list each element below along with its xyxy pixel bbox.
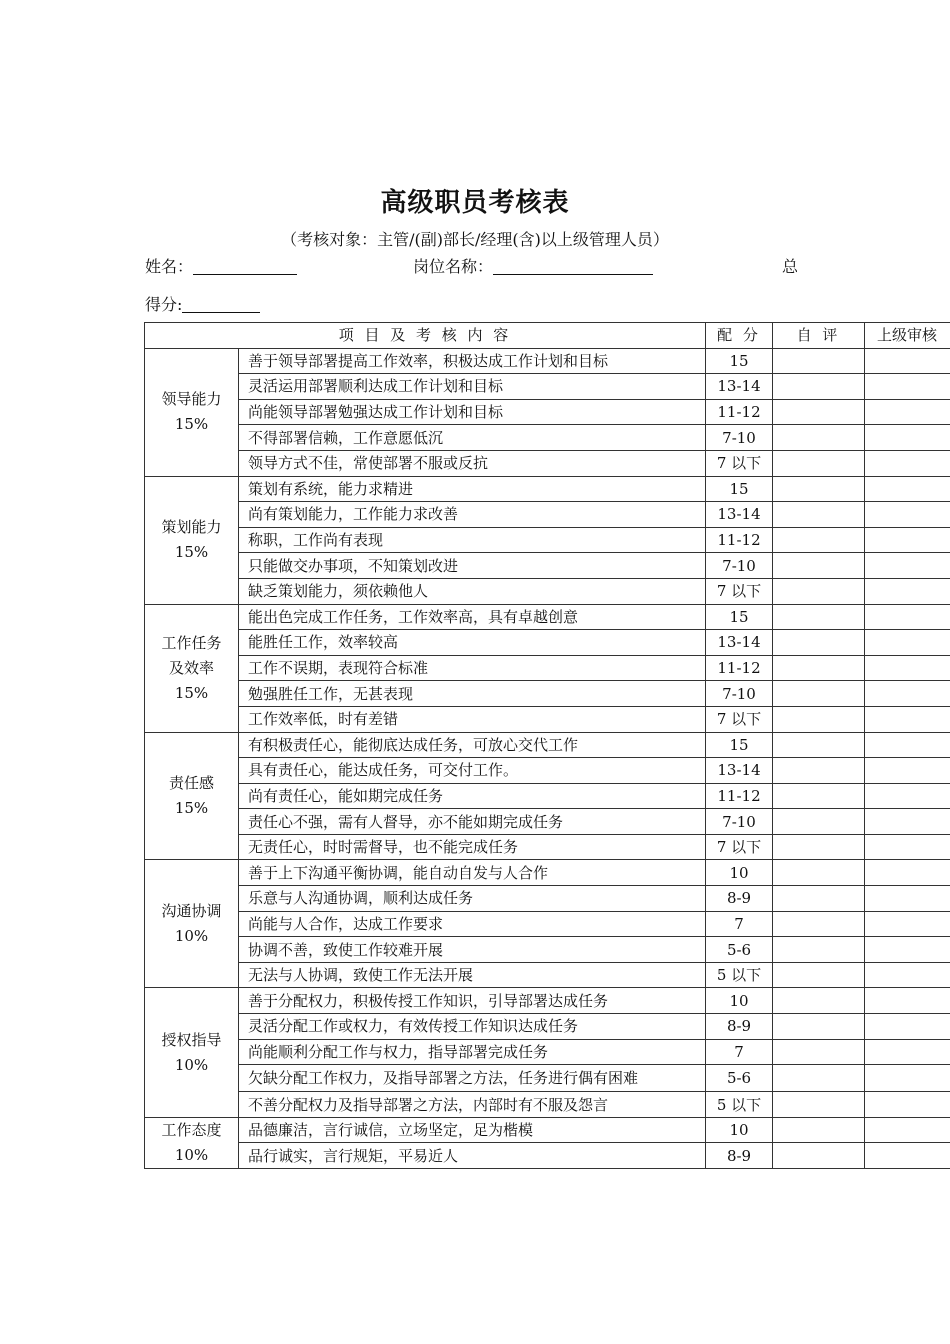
item-score: 8-9: [706, 1143, 773, 1169]
self-eval-cell[interactable]: [773, 809, 865, 835]
item-description: 策划有系统，能力求精进: [239, 476, 706, 502]
score-label: 得分:: [145, 295, 183, 314]
table-row: [145, 630, 950, 656]
item-score: 5 以下: [706, 1092, 773, 1118]
header-items: 项 目 及 考 核 内 容: [145, 323, 706, 349]
self-eval-cell[interactable]: [773, 706, 865, 732]
self-eval-cell[interactable]: [773, 1117, 865, 1143]
assessment-table: [144, 322, 950, 1169]
item-score: 11-12: [706, 527, 773, 553]
item-description: 协调不善，致使工作较难开展: [239, 937, 706, 963]
self-eval-cell[interactable]: [773, 399, 865, 425]
category-name: 授权指导: [161, 1030, 222, 1049]
self-eval-cell[interactable]: [773, 374, 865, 400]
table-row: [145, 1143, 950, 1169]
item-score: 7-10: [706, 809, 773, 835]
table-body: [145, 348, 950, 1168]
self-eval-cell[interactable]: [773, 553, 865, 579]
item-score: 15: [706, 348, 773, 374]
table-row: [145, 476, 950, 502]
self-eval-cell[interactable]: [773, 1014, 865, 1040]
item-description: 尚能领导部署勉强达成工作计划和目标: [239, 399, 706, 425]
table-row: [145, 374, 950, 400]
supervisor-review-cell[interactable]: [865, 1092, 950, 1118]
item-description: 具有责任心，能达成任务，可交付工作。: [239, 758, 706, 784]
table-row: [145, 450, 950, 476]
supervisor-review-cell[interactable]: [865, 758, 950, 784]
self-eval-cell[interactable]: [773, 348, 865, 374]
header-self-eval: 自 评: [773, 323, 865, 349]
category-cell: [145, 476, 239, 604]
self-eval-cell[interactable]: [773, 783, 865, 809]
supervisor-review-cell[interactable]: [865, 732, 950, 758]
table-row: [145, 1117, 950, 1143]
table-row: [145, 758, 950, 784]
item-description: 勉强胜任工作，无甚表现: [239, 681, 706, 707]
category-name: 策划能力: [161, 518, 222, 537]
self-eval-cell[interactable]: [773, 655, 865, 681]
item-description: 只能做交办事项，不知策划改进: [239, 553, 706, 579]
supervisor-review-cell[interactable]: [865, 834, 950, 860]
item-score: 7-10: [706, 553, 773, 579]
self-eval-cell[interactable]: [773, 681, 865, 707]
total-label: 总: [782, 257, 799, 276]
self-eval-cell[interactable]: [773, 578, 865, 604]
item-score: 10: [706, 1117, 773, 1143]
item-description: 能胜任工作，效率较高: [239, 630, 706, 656]
table-row: [145, 655, 950, 681]
supervisor-review-cell[interactable]: [865, 476, 950, 502]
table-row: [145, 425, 950, 451]
supervisor-review-cell[interactable]: [865, 553, 950, 579]
self-eval-cell[interactable]: [773, 1143, 865, 1169]
supervisor-review-cell[interactable]: [865, 681, 950, 707]
category-weight: 10%: [174, 1145, 209, 1164]
item-score: 7-10: [706, 681, 773, 707]
self-eval-cell[interactable]: [773, 886, 865, 912]
supervisor-review-cell[interactable]: [865, 374, 950, 400]
item-score: 15: [706, 732, 773, 758]
item-description: 能出色完成工作任务，工作效率高，具有卓越创意: [239, 604, 706, 630]
category-weight: 15%: [174, 798, 209, 817]
category-weight: 15%: [174, 415, 209, 434]
table-row: [145, 348, 950, 374]
supervisor-review-cell[interactable]: [865, 783, 950, 809]
item-score: 15: [706, 604, 773, 630]
item-score: 13-14: [706, 502, 773, 528]
item-score: 10: [706, 988, 773, 1014]
self-eval-cell[interactable]: [773, 527, 865, 553]
item-score: 5 以下: [706, 962, 773, 988]
category-weight: 15%: [174, 543, 209, 562]
item-description: 灵活分配工作或权力，有效传授工作知识达成任务: [239, 1014, 706, 1040]
category-cell: [145, 348, 239, 476]
self-eval-cell[interactable]: [773, 1092, 865, 1118]
item-description: 有积极责任心，能彻底达成任务，可放心交代工作: [239, 732, 706, 758]
self-eval-cell[interactable]: [773, 425, 865, 451]
supervisor-review-cell[interactable]: [865, 655, 950, 681]
name-blank[interactable]: [193, 258, 297, 275]
supervisor-review-cell[interactable]: [865, 527, 950, 553]
item-score: 10: [706, 860, 773, 886]
item-description: 工作效率低，时有差错: [239, 706, 706, 732]
supervisor-review-cell[interactable]: [865, 425, 950, 451]
item-description: 品德廉洁，言行诚信，立场坚定，足为楷模: [239, 1117, 706, 1143]
item-description: 无法与人协调，致使工作无法开展: [239, 962, 706, 988]
item-description: 尚有责任心，能如期完成任务: [239, 783, 706, 809]
category-name: 工作任务: [161, 633, 222, 652]
form-title: 高级职员考核表: [380, 188, 570, 218]
category-weight: 10%: [174, 1055, 209, 1074]
item-score: 7 以下: [706, 834, 773, 860]
supervisor-review-cell[interactable]: [865, 962, 950, 988]
table-row: [145, 553, 950, 579]
table-row: [145, 527, 950, 553]
supervisor-review-cell[interactable]: [865, 578, 950, 604]
category-cell: [145, 1117, 239, 1168]
table-row: [145, 988, 950, 1014]
supervisor-review-cell[interactable]: [865, 860, 950, 886]
table-row: [145, 809, 950, 835]
supervisor-review-cell[interactable]: [865, 502, 950, 528]
header-score: 配 分: [706, 323, 773, 349]
item-score: 7: [706, 911, 773, 937]
self-eval-cell[interactable]: [773, 1065, 865, 1092]
item-description: 工作不误期，表现符合标准: [239, 655, 706, 681]
self-eval-cell[interactable]: [773, 937, 865, 963]
item-score: 5-6: [706, 937, 773, 963]
self-eval-cell[interactable]: [773, 911, 865, 937]
self-eval-cell[interactable]: [773, 962, 865, 988]
item-description: 尚能与人合作，达成工作要求: [239, 911, 706, 937]
item-description: 领导方式不佳，常使部署不服或反抗: [239, 450, 706, 476]
item-score: 13-14: [706, 374, 773, 400]
table-row: [145, 834, 950, 860]
supervisor-review-cell[interactable]: [865, 348, 950, 374]
table-row: [145, 962, 950, 988]
table-row: [145, 681, 950, 707]
category-name: 沟通协调: [161, 901, 222, 920]
score-blank[interactable]: [182, 296, 260, 313]
item-score: 7: [706, 1039, 773, 1065]
supervisor-review-cell[interactable]: [865, 706, 950, 732]
item-description: 称职，工作尚有表现: [239, 527, 706, 553]
table-header-row: [145, 323, 950, 349]
self-eval-cell[interactable]: [773, 834, 865, 860]
self-eval-cell[interactable]: [773, 1039, 865, 1065]
self-eval-cell[interactable]: [773, 758, 865, 784]
table-row: [145, 732, 950, 758]
table-row: [145, 937, 950, 963]
item-description: 欠缺分配工作权力，及指导部署之方法，任务进行偶有困难: [239, 1065, 706, 1092]
supervisor-review-cell[interactable]: [865, 988, 950, 1014]
item-score: 15: [706, 476, 773, 502]
table-row: [145, 1065, 950, 1092]
self-eval-cell[interactable]: [773, 860, 865, 886]
supervisor-review-cell[interactable]: [865, 886, 950, 912]
item-description: 不善分配权力及指导部署之方法，内部时有不服及怨言: [239, 1092, 706, 1118]
table-row: [145, 399, 950, 425]
self-eval-cell[interactable]: [773, 502, 865, 528]
table-row: [145, 578, 950, 604]
self-eval-cell[interactable]: [773, 604, 865, 630]
score-field[interactable]: [145, 292, 260, 315]
item-score: 13-14: [706, 758, 773, 784]
table-row: [145, 886, 950, 912]
supervisor-review-cell[interactable]: [865, 1143, 950, 1169]
supervisor-review-cell[interactable]: [865, 937, 950, 963]
item-score: 7-10: [706, 425, 773, 451]
supervisor-review-cell[interactable]: [865, 1014, 950, 1040]
table-row: [145, 604, 950, 630]
table-row: [145, 783, 950, 809]
position-label: 岗位名称：: [413, 257, 494, 276]
item-description: 尚能顺利分配工作与权力，指导部署完成任务: [239, 1039, 706, 1065]
self-eval-cell[interactable]: [773, 450, 865, 476]
item-description: 无责任心，时时需督导，也不能完成任务: [239, 834, 706, 860]
item-description: 责任心不强，需有人督导，亦不能如期完成任务: [239, 809, 706, 835]
item-description: 灵活运用部署顺利达成工作计划和目标: [239, 374, 706, 400]
category-cell: [145, 860, 239, 988]
category-cell: [145, 732, 239, 860]
supervisor-review-cell[interactable]: [865, 1117, 950, 1143]
item-score: 7 以下: [706, 578, 773, 604]
form-subtitle: （考核对象：主管/(副)部长/经理(含)以上级管理人员）: [281, 230, 669, 249]
category-name: 责任感: [168, 773, 214, 792]
self-eval-cell[interactable]: [773, 630, 865, 656]
item-score: 7 以下: [706, 706, 773, 732]
item-description: 善于分配权力，积极传授工作知识，引导部署达成任务: [239, 988, 706, 1014]
self-eval-cell[interactable]: [773, 476, 865, 502]
item-score: 11-12: [706, 399, 773, 425]
item-score: 11-12: [706, 783, 773, 809]
table-row: [145, 1039, 950, 1065]
item-description: 乐意与人沟通协调，顺利达成任务: [239, 886, 706, 912]
item-score: 5-6: [706, 1065, 773, 1092]
table-row: [145, 1092, 950, 1118]
item-description: 善于上下沟通平衡协调，能自动自发与人合作: [239, 860, 706, 886]
item-score: 8-9: [706, 886, 773, 912]
supervisor-review-cell[interactable]: [865, 1039, 950, 1065]
supervisor-review-cell[interactable]: [865, 911, 950, 937]
position-blank[interactable]: [493, 258, 653, 275]
item-score: 11-12: [706, 655, 773, 681]
category-cell: [145, 604, 239, 732]
self-eval-cell[interactable]: [773, 732, 865, 758]
position-field[interactable]: [413, 254, 653, 277]
supervisor-review-cell[interactable]: [865, 630, 950, 656]
table-row: [145, 860, 950, 886]
table-row: [145, 706, 950, 732]
self-eval-cell[interactable]: [773, 988, 865, 1014]
category-weight: 10%: [174, 926, 209, 945]
table-row: [145, 502, 950, 528]
supervisor-review-cell[interactable]: [865, 604, 950, 630]
name-field[interactable]: [145, 254, 297, 277]
supervisor-review-cell[interactable]: [865, 809, 950, 835]
item-description: 尚有策划能力，工作能力求改善: [239, 502, 706, 528]
category-weight: 15%: [174, 683, 209, 702]
table-row: [145, 911, 950, 937]
item-score: 13-14: [706, 630, 773, 656]
supervisor-review-cell[interactable]: [865, 1065, 950, 1092]
item-description: 缺乏策划能力，须依赖他人: [239, 578, 706, 604]
header-supervisor: 上级审核: [865, 323, 950, 349]
category-name: 工作态度: [161, 1120, 222, 1139]
item-score: 8-9: [706, 1014, 773, 1040]
supervisor-review-cell[interactable]: [865, 450, 950, 476]
item-description: 不得部署信赖，工作意愿低沉: [239, 425, 706, 451]
category-name: 领导能力: [161, 390, 222, 409]
item-description: 品行诚实，言行规矩，平易近人: [239, 1143, 706, 1169]
supervisor-review-cell[interactable]: [865, 399, 950, 425]
table-row: [145, 1014, 950, 1040]
category-cell: [145, 988, 239, 1117]
category-name-line2: 及效率: [168, 658, 214, 677]
name-label: 姓名：: [145, 257, 194, 276]
item-description: 善于领导部署提高工作效率，积极达成工作计划和目标: [239, 348, 706, 374]
item-score: 7 以下: [706, 450, 773, 476]
